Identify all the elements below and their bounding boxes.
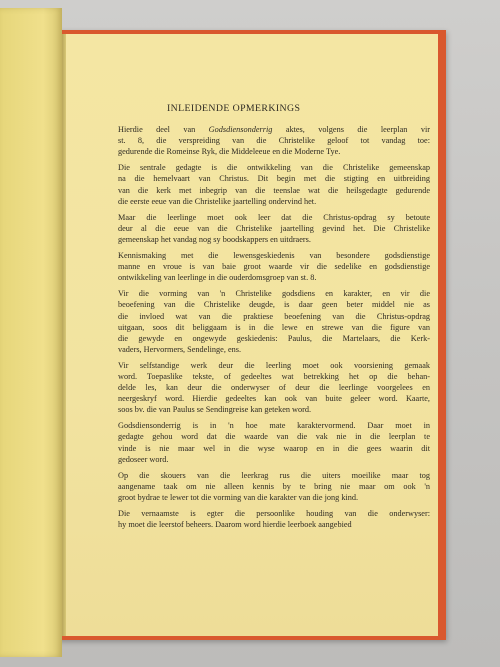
paragraph	[111, 360, 430, 415]
text-line: ontwikkeling van leerlinge in die ouderdomsgroep van st. 8.	[118, 273, 317, 283]
text-line: Maar die leerlinge moet ook leer dat die Christus-opdrag sy betoute	[118, 212, 430, 222]
paragraph	[111, 162, 430, 206]
paragraph	[111, 470, 430, 503]
text-line: die eerste eeue van die Christelike jaartelling ondervind het.	[118, 196, 317, 206]
text-line: st. 8, die verspreiding van die Christelike geloof tot vandag toe:	[118, 136, 430, 146]
text-line: aangename taak om nie alleen kennis by te bring nie maar om ook 'n	[118, 481, 430, 491]
paragraph	[111, 212, 430, 245]
text-line: neergeskryf word. Hierdie gedeeltes kan ook van buite geleer word. Kaarte,	[118, 394, 430, 404]
paragraph	[111, 420, 430, 464]
page-heading: INLEIDENDE OPMERKINGS	[167, 103, 301, 114]
text-line: vaders, Hervormers, Sendelinge, ens.	[118, 344, 242, 354]
text-line: die invloed wat van die praktiese beoefening van die Christus-opdrag	[118, 311, 430, 321]
paragraph	[111, 508, 430, 530]
paragraph	[111, 250, 430, 283]
paragraph	[111, 124, 430, 157]
text-line: gedurende die Romeinse Ryk, die Middeleeue en die Moderne Tye.	[118, 147, 341, 157]
text-line: Die vernaamste is egter die persoonlike houding van die onderwyser:	[118, 509, 430, 518]
text-line: van die kerk met inbegrip van die teenslae wat die heilsgedagte gedurende	[118, 185, 430, 195]
text-line: gemeenskap het vandag nog sy boodskappers en uitdraers.	[118, 234, 311, 244]
text-line: Op die skouers van die leerkrag rus die uiters moeilike maar tog	[118, 470, 430, 480]
text-run: aktes, volgens die leerplan vir	[272, 125, 430, 135]
text-line: deur al die eeue van die Christelike jaartelling gevind het. Die Christelike	[118, 223, 430, 233]
text-run: Hierdie deel van	[118, 125, 209, 135]
text-line	[111, 124, 430, 135]
text-line: manne en vroue is van baie groot waarde vir die sedelike en godsdienstige	[118, 262, 430, 272]
text-line: Vir die vorming van 'n Christelike godsdiens en karakter, en vir die	[118, 289, 430, 299]
paragraphs	[111, 124, 430, 530]
text-line: Kennismaking met die lewensgeskiedenis van besondere godsdienstige	[118, 251, 430, 261]
text-line: soos bv. die van Paulus se Sendingreise kan geteken word.	[118, 405, 312, 415]
text-line: delde les, kan deur die onderwyser of deur die leerlinge voorgelees en	[118, 383, 430, 393]
text-line: vinde is nie maar wel in die wyse waarop en in die gees waarin dit	[118, 443, 430, 453]
text-line: uitgaan, soos dit beliggaam is in die lewe en strewe van die figure van	[118, 322, 430, 332]
text-line: Godsdiensonderrig is in 'n hoe mate karaktervormend. Daar moet in	[118, 421, 430, 431]
paragraph	[111, 288, 430, 355]
page-text	[111, 103, 430, 535]
text-line: groot bydrae te lewer tot die vorming van die karakter van die jong kind.	[118, 492, 359, 502]
text-line: Die sentrale gedagte is die ontwikkeling van die Christelike gemeenskap	[118, 163, 430, 173]
text-line: Vir selfstandige werk deur die leerling moet ook voorsiening gemaak	[118, 360, 430, 370]
text-line: beoefening van die Christelike deugde, is daar geen beter middel nie as	[118, 300, 430, 310]
italic-title: Godsdiensonderrig	[208, 125, 273, 135]
left-page	[0, 8, 62, 657]
text-line: na die hemelvaart van Christus. Dit begin met die stigting en uitbreiding	[118, 174, 430, 184]
text-line: gedagte gehou word dat die waarde van die vak nie in die leerplan te	[118, 432, 430, 442]
text-line: word. Toepaslike tekste, of gedeeltes wat betrekking het op die behan-	[118, 371, 430, 381]
text-line: die gewyde en ongewyde geskiedenis: Paulus, die Martelaars, die Kerk-	[118, 333, 430, 343]
text-line: gedoseer word.	[118, 454, 169, 464]
text-line: hy moet die leerstof beheers. Daarom word hierdie leerboek aangebied	[118, 520, 352, 530]
